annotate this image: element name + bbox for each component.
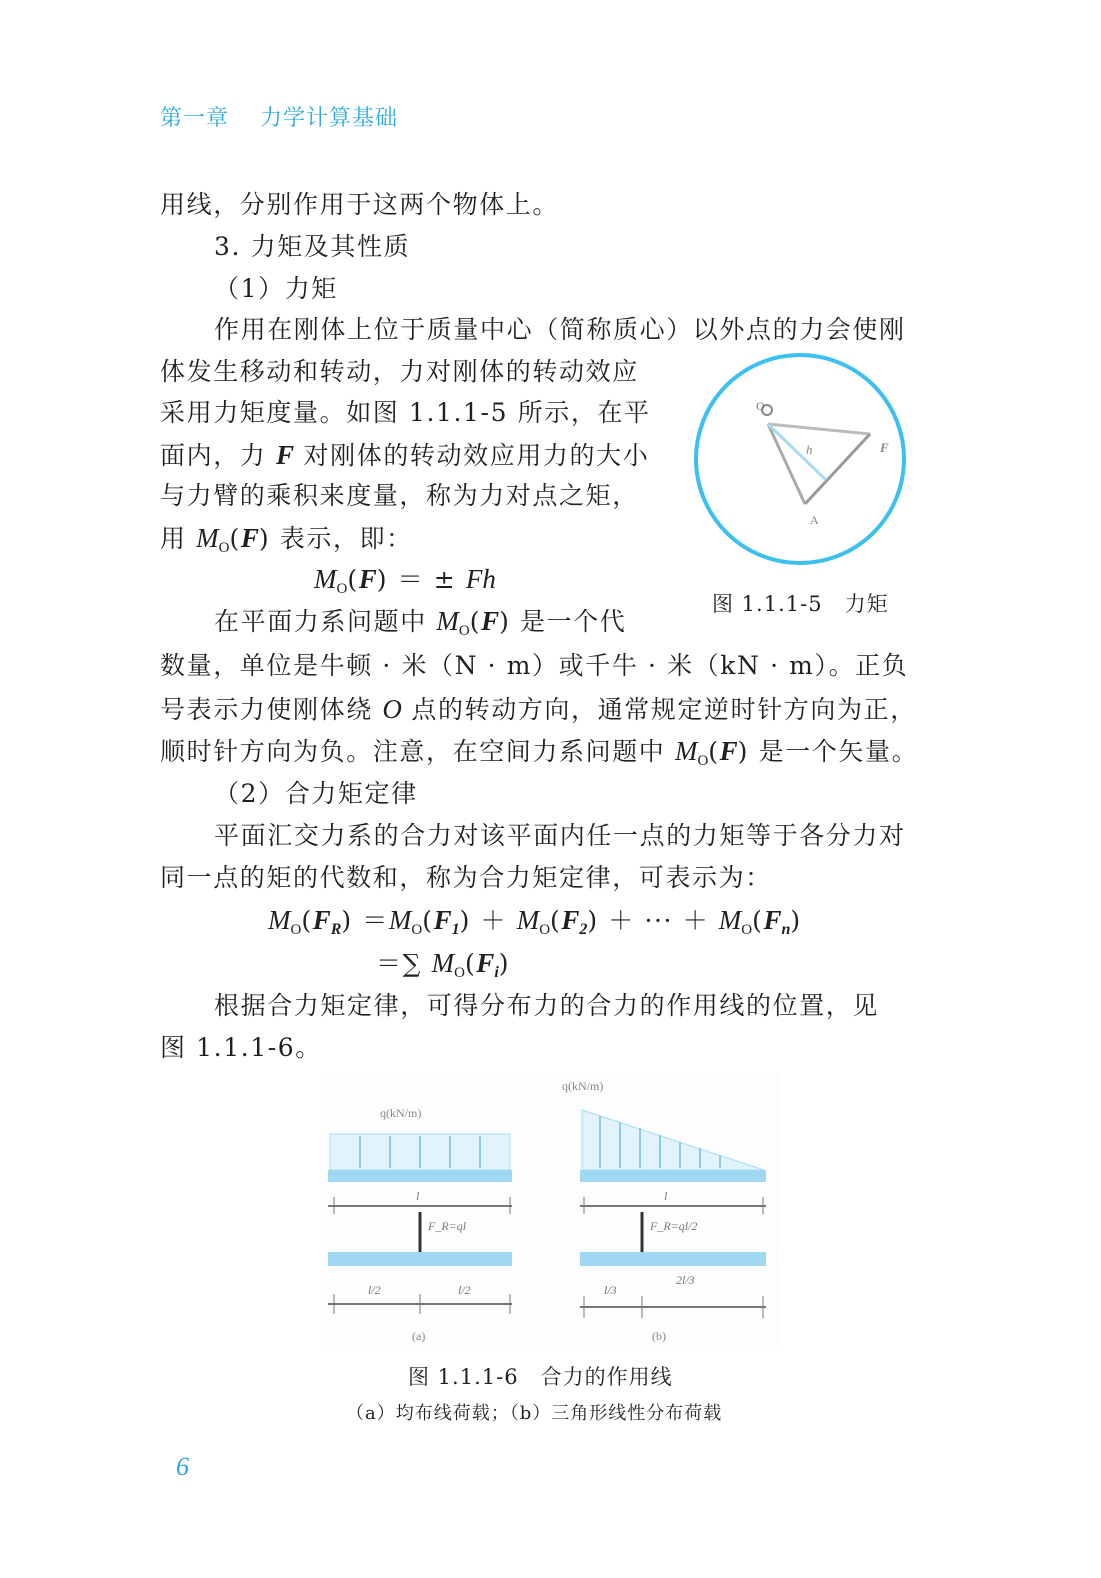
text-run: 用线，分别作用于这两个物体上。: [160, 190, 560, 219]
math-symbol: O: [218, 540, 230, 556]
text-run: 作用在刚体上位于质量中心（简称质心）以外点的力会使刚: [214, 315, 906, 344]
math-symbol: Fh: [465, 564, 496, 594]
text-run: (: [347, 565, 359, 594]
text-line: [160, 651, 908, 681]
text-line: [160, 481, 639, 511]
figure-moment-diagram: [690, 352, 915, 567]
math-symbol: M: [431, 948, 455, 978]
text-run: 体发生移动和转动，力对刚体的转动效应: [160, 357, 639, 386]
label-h: h: [806, 442, 813, 457]
label-f: F: [880, 440, 889, 455]
text-run: 面内，力: [160, 441, 276, 470]
figure-caption: 图 1.1.1-5 力矩: [712, 592, 889, 616]
math-symbol: O: [382, 694, 402, 724]
math-symbol: F: [312, 905, 331, 935]
label-half2: l/2: [458, 1283, 471, 1297]
text-run: ) 表示，即：: [258, 524, 413, 553]
text-line: [314, 564, 496, 604]
math-symbol: M: [388, 905, 412, 935]
math-symbol: M: [268, 905, 291, 935]
text-line: [160, 736, 918, 776]
text-line: [160, 523, 413, 563]
running-header: [160, 101, 398, 132]
math-symbol: O: [290, 922, 302, 938]
math-symbol: F: [433, 905, 452, 935]
text-line: [376, 948, 510, 988]
text-run: (: [229, 524, 241, 553]
text-line: [214, 232, 410, 262]
text-run: (: [469, 607, 482, 636]
text-run: 与力臂的乘积来度量，称为力对点之矩，: [160, 481, 639, 510]
text-run: 3. 力矩及其性质: [214, 232, 411, 261]
text-run: ): [498, 949, 511, 978]
label-q-a: q(kN/m): [380, 1106, 422, 1120]
math-symbol: M: [718, 905, 742, 935]
text-run: ) ＝: [341, 906, 389, 935]
math-symbol: M: [196, 523, 219, 553]
figure-distributed-load: [320, 1072, 780, 1347]
math-symbol: F: [275, 440, 294, 470]
text-line: [160, 398, 651, 428]
math-symbol: O: [697, 753, 709, 769]
math-symbol: F: [358, 564, 377, 594]
figure-caption: 图 1.1.1-6 合力的作用线: [408, 1365, 673, 1389]
math-symbol: O: [411, 922, 423, 938]
math-symbol: F: [240, 523, 259, 553]
text-run: 图 1.1.1-6。: [160, 1033, 322, 1062]
text-run: ) 是一个代: [499, 607, 627, 636]
text-run: 在平面力系问题中: [214, 607, 437, 636]
math-symbol: 2: [579, 921, 588, 938]
text-line: [160, 440, 649, 471]
math-symbol: M: [516, 905, 540, 935]
label-a: A: [810, 513, 819, 527]
math-symbol: F: [561, 905, 580, 935]
text-run: ) ＋: [459, 906, 517, 935]
text-run: 采用力矩度量。如图 1.1.1-5 所示，在平: [160, 398, 651, 427]
text-run: (: [464, 949, 477, 978]
label-fr-a: F_R=ql: [428, 1219, 467, 1233]
text-run: (: [301, 906, 313, 935]
text-line: [214, 991, 879, 1021]
figure-subcaption: （a）均布线荷载；（b）三角形线性分布荷载: [346, 1403, 723, 1424]
text-run: （1）力矩: [214, 274, 338, 303]
text-run: (: [422, 906, 434, 935]
math-symbol: F: [481, 606, 500, 636]
text-run: ＝∑: [376, 949, 432, 978]
text-line: [268, 905, 802, 945]
text-run: 点的转动方向，通常规定逆时针方向为正，: [401, 695, 917, 724]
math-symbol: F: [763, 905, 782, 935]
label-half1: l/2: [368, 1283, 381, 1297]
text-run: ) ＋ ··· ＋: [587, 906, 719, 935]
math-symbol: O: [454, 965, 465, 981]
math-symbol: M: [674, 736, 698, 766]
math-symbol: O: [458, 623, 470, 639]
text-line: [160, 694, 917, 725]
chapter-title: 力学计算基础: [260, 106, 399, 131]
text-line: [214, 315, 906, 345]
text-run: 同一点的矩的代数和，称为合力矩定律，可表示为：: [160, 863, 772, 892]
math-symbol: 1: [451, 921, 460, 938]
chapter-number: 第一章: [160, 106, 230, 131]
text-run: （2）合力矩定律: [214, 779, 418, 808]
label-a-sub: (a): [412, 1329, 426, 1343]
text-run: 对刚体的转动效应用力的大小: [293, 441, 650, 470]
math-symbol: M: [436, 606, 459, 636]
label-fr-b: F_R=ql/2: [650, 1219, 698, 1233]
text-run: 顺时针方向为负。注意，在空间力系问题中: [160, 737, 675, 766]
text-line: [214, 821, 906, 851]
text-line: [160, 863, 772, 893]
text-run: 根据合力矩定律，可得分布力的合力的作用线的位置，见: [214, 991, 880, 1020]
math-symbol: R: [330, 921, 342, 938]
label-o: O: [756, 399, 765, 413]
text-line: [160, 357, 639, 387]
text-run: 号表示力使刚体绕: [160, 695, 383, 724]
label-third: l/3: [604, 1283, 617, 1297]
text-run: ) 是一个矢量。: [737, 737, 919, 766]
label-twothird: 2l/3: [676, 1273, 695, 1287]
math-symbol: n: [781, 921, 791, 938]
text-run: ) ＝ ±: [376, 565, 466, 594]
text-run: (: [708, 737, 720, 766]
math-symbol: O: [539, 922, 551, 938]
page-number: 6: [176, 1452, 189, 1481]
math-symbol: M: [314, 564, 337, 594]
text-run: ): [790, 906, 802, 935]
text-run: 平面汇交力系的合力对该平面内任一点的力矩等于各分力对: [214, 821, 906, 850]
math-symbol: O: [741, 922, 753, 938]
text-run: 用: [160, 524, 197, 553]
label-l-a: l: [416, 1189, 420, 1203]
math-symbol: O: [336, 581, 348, 597]
text-line: [214, 274, 338, 304]
math-symbol: F: [719, 736, 738, 766]
label-q-b: q(kN/m): [562, 1079, 604, 1093]
text-line: [214, 606, 626, 646]
text-line: [214, 779, 418, 809]
text-run: 数量，单位是牛顿 · 米（N · m）或千牛 · 米（kN · m）。正负: [160, 651, 909, 680]
math-symbol: F: [476, 948, 495, 978]
math-symbol: i: [494, 964, 499, 981]
text-line: [160, 190, 559, 220]
text-run: (: [550, 906, 562, 935]
text-line: [160, 1033, 322, 1063]
label-b-sub: (b): [652, 1329, 666, 1343]
label-l-b: l: [664, 1189, 668, 1203]
text-run: (: [752, 906, 764, 935]
